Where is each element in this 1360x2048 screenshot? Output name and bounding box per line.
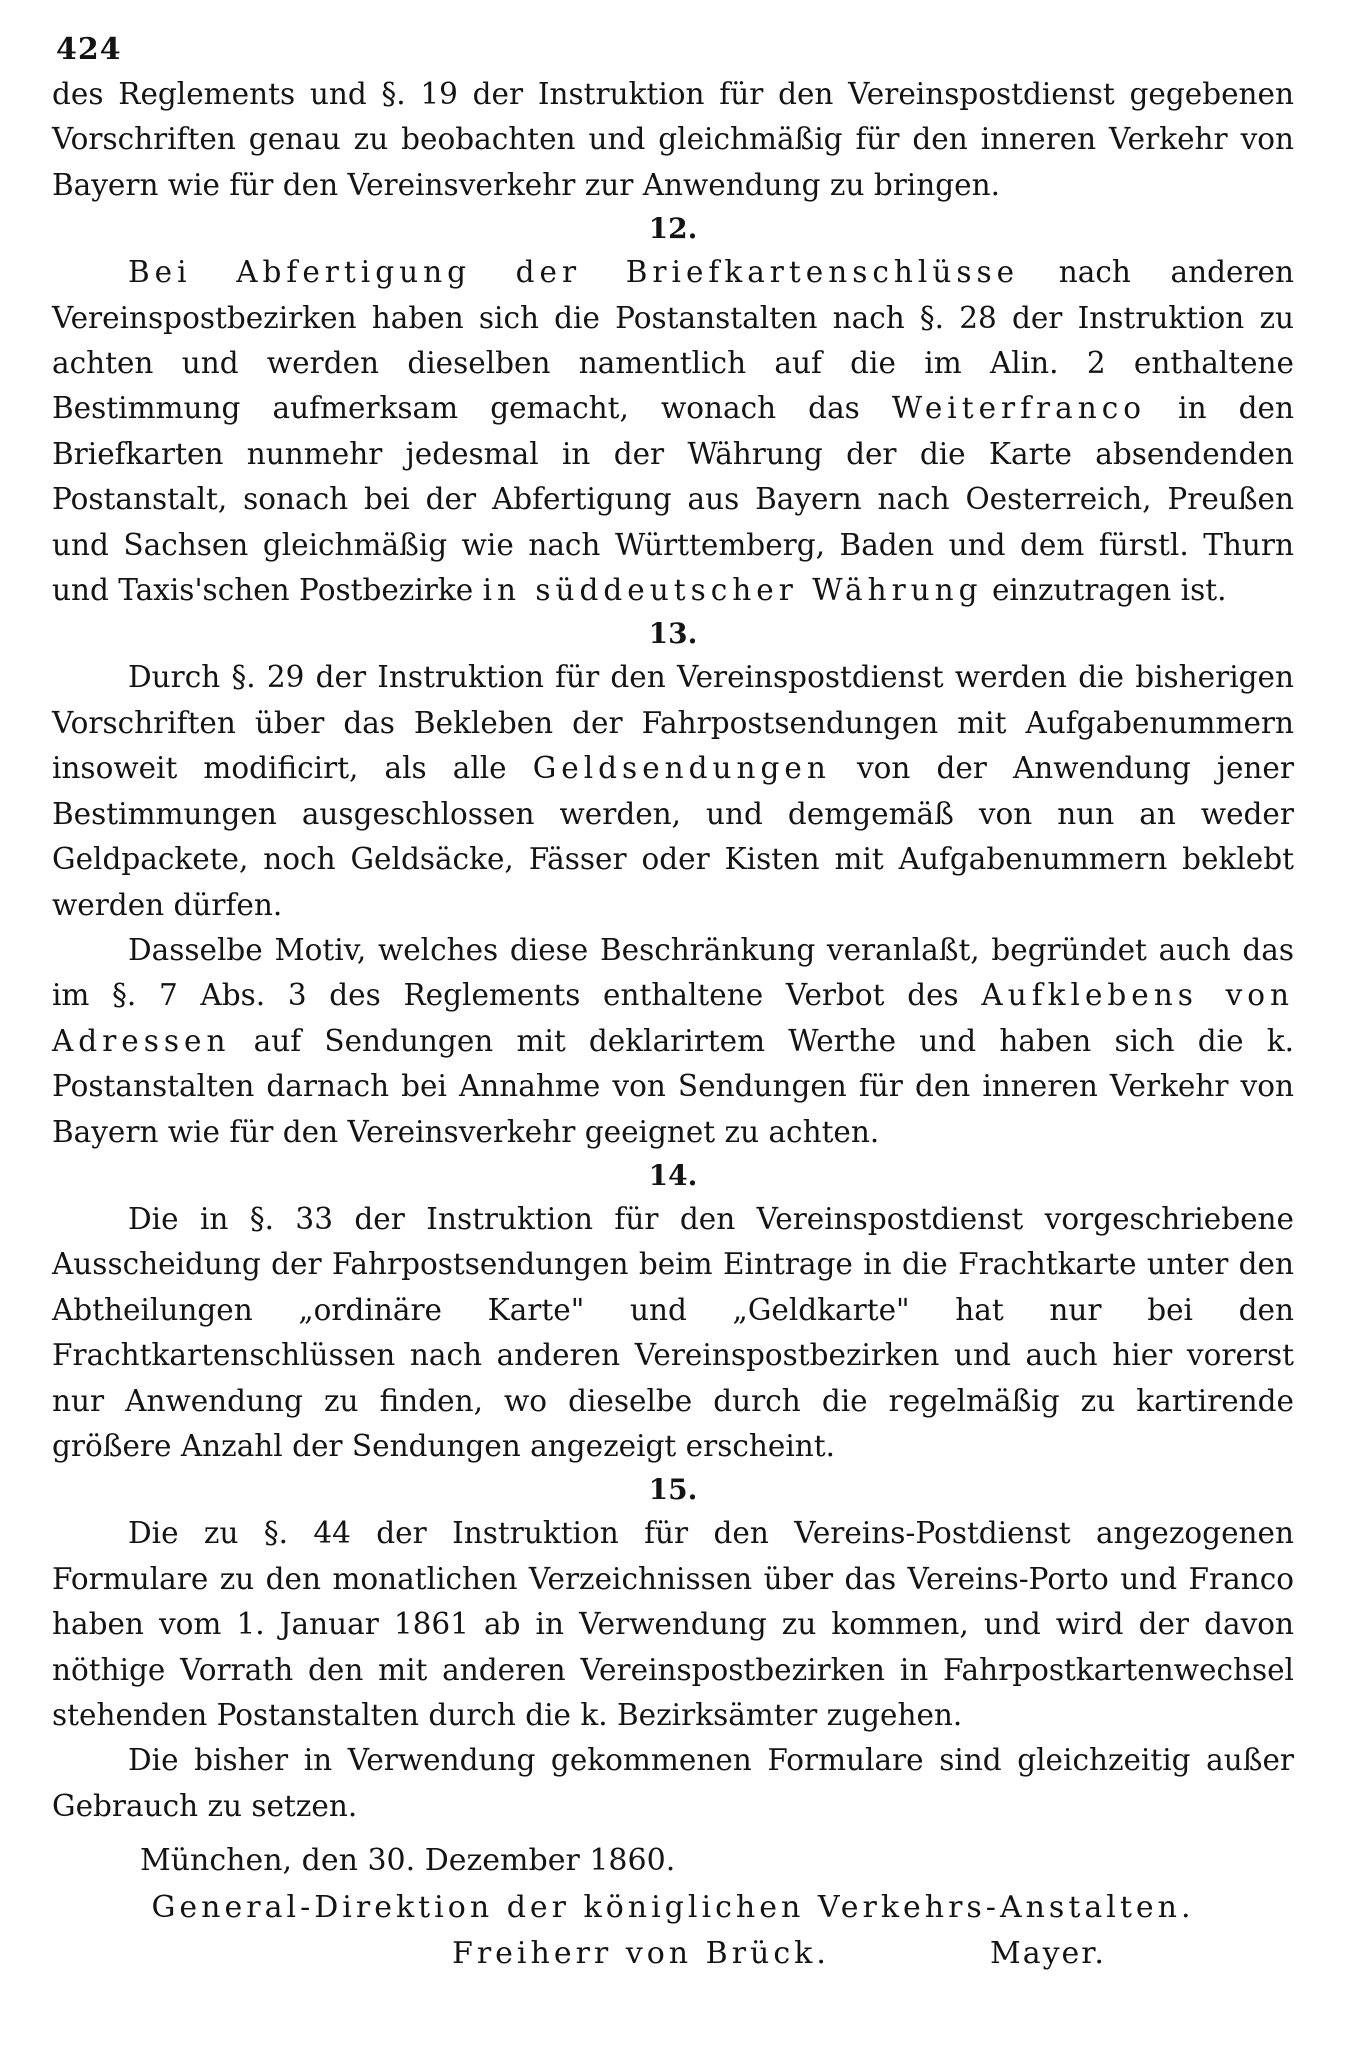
section-13-number: 13.	[648, 617, 698, 651]
spaced-phrase: Bei Abfertigung der Briefkartenschlüsse	[128, 255, 1020, 290]
date-line: München, den 30. Dezember 1860.	[140, 1843, 676, 1879]
section-12-paragraph	[52, 250, 1294, 613]
signature-right: Mayer.	[990, 1936, 1106, 1972]
paragraph-text: nach anderen Vereinspostbezirken haben sich die Postanstalten nach §. 28 der Instruktion zu achten und werden dieselben namentlich auf die im Alin. 2 enthaltene Bestimmung aufmerksam gemacht, wonach das	[52, 255, 1295, 426]
spaced-phrase: Geldsendungen	[532, 751, 831, 786]
issuing-authority: General-Direktion der königlichen Verkehrs-Anstalten.	[151, 1890, 1195, 1926]
page-number: 424	[56, 32, 122, 67]
paragraph-text: einzutragen ist.	[982, 573, 1227, 608]
paragraph-text: auf Sendungen mit deklarirtem Werthe und haben sich die k. Postanstalten darnach bei Annahme von Sendungen für den inneren Verkehr von Bayern wie für den Vereinsverkehr geeignet zu achten.	[52, 1023, 1294, 1149]
spaced-phrase: in süddeutscher Währung	[482, 573, 983, 608]
paragraph-text: Durch §. 29 der Instruktion für den Vereinspostdienst werden die bisherigen Vorschriften über das Bekleben der Fahrpostsendungen mit Aufgabenummern insoweit modificirt, als alle	[52, 660, 1294, 786]
section-14-number: 14.	[648, 1158, 698, 1192]
continuation-paragraph: des Reglements und §. 19 der Instruktion für den Vereinspostdienst gegebenen Vorschriften genau zu beobachten und gleichmäßig für den inneren Verkehr von Bayern wie für den Vereinsverkehr zur Anwendung zu bringen.	[52, 77, 1294, 202]
paragraph-text: in den Briefkarten nunmehr jedesmal in der Währung der die Karte absendenden Postanstalt, sonach bei der Abfertigung aus Bayern nach Oesterreich, Preußen und Sachsen gleichmäßig wie nach Württemberg, Baden und dem fürstl. Thurn und Taxis'schen Postbezirke	[52, 391, 1295, 608]
spaced-phrase: Weiterfranco	[891, 391, 1147, 426]
signature-left: Freiherr von Brück.	[452, 1936, 830, 1972]
signature-block	[52, 1931, 1294, 1977]
section-15-paragraph-2: Die bisher in Verwendung gekommenen Formulare sind gleichzeitig außer Gebrauch zu setzen.	[52, 1743, 1294, 1823]
spaced-phrase: Aufklebens von Adressen	[52, 978, 1295, 1058]
section-13-paragraph-1	[52, 655, 1294, 927]
section-15-paragraph-1: Die zu §. 44 der Instruktion für den Vereins-Postdienst angezogenen Formulare zu den monatlichen Verzeichnissen über das Vereins-Porto und Franco haben vom 1. Januar 1861 ab in Verwendung zu kommen, und wird der davon nöthige Vorrath den mit anderen Vereinspostbezirken in Fahrpostkartenwechsel stehenden Postanstalten durch die k. Bezirksämter zugehen.	[52, 1516, 1294, 1732]
section-12-number: 12.	[648, 212, 698, 246]
paragraph-text: Dasselbe Motiv, welches diese Beschränkung veranlaßt, begründet auch das im §. 7 Abs. 3 des Reglements enthaltene Verbot des	[52, 932, 1294, 1013]
section-14-paragraph: Die in §. 33 der Instruktion für den Vereinspostdienst vorgeschriebene Ausscheidung der Fahrpostsendungen beim Eintrage in die Frachtkarte unter den Abtheilungen „ordinäre Karte" und „Geldkarte" hat nur bei den Frachtkartenschlüssen nach anderen Vereinspostbezirken und auch hier vorerst nur Anwendung zu finden, wo dieselbe durch die regelmäßig zu kartirende größere Anzahl der Sendungen angezeigt erscheint.	[52, 1201, 1294, 1463]
section-15-number: 15.	[648, 1473, 698, 1507]
paragraph-text: von der Anwendung jener Bestimmungen ausgeschlossen werden, und demgemäß von nun an weder Geldpackete, noch Geldsäcke, Fässer oder Kisten mit Aufgabenummern beklebt werden dürfen.	[52, 751, 1294, 922]
section-13-paragraph-2	[52, 928, 1294, 1155]
